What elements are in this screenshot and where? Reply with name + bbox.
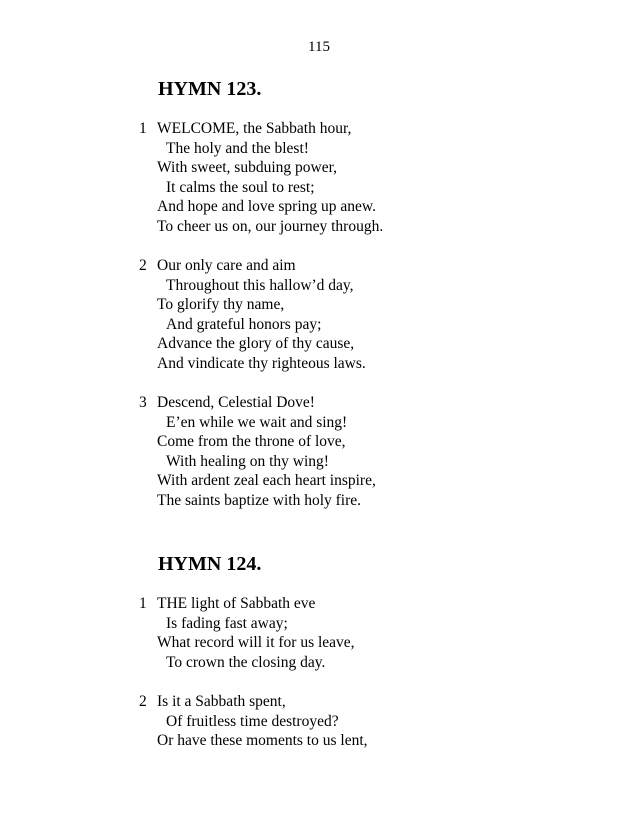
verse-line: [139, 295, 619, 315]
verse-number: 2: [139, 693, 147, 710]
verse-line-text: With healing on thy wing!: [166, 452, 329, 470]
verse-line-text: And hope and love spring up anew.: [157, 198, 376, 215]
verse-line: [139, 256, 619, 276]
verse-line-text: THE light of Sabbath eve: [157, 595, 316, 612]
verse-number: 1: [139, 120, 147, 137]
verse-line-text: With ardent zeal each heart inspire,: [157, 472, 376, 489]
verse-line: [139, 432, 619, 452]
verse-line: [139, 712, 619, 732]
page-number: 115: [308, 39, 330, 55]
verse: [139, 692, 619, 751]
verse-line: [139, 334, 619, 354]
verse-line: [139, 731, 619, 751]
verse-line-text: E’en while we wait and sing!: [166, 413, 348, 431]
verse-line-text: What record will it for us leave,: [157, 634, 355, 651]
hymn-title: HYMN 124.: [158, 553, 262, 575]
verse: [139, 119, 619, 236]
verse-line-text: And vindicate thy righteous laws.: [157, 354, 366, 372]
verse-line: [139, 197, 619, 217]
hymn-title: HYMN 123.: [158, 78, 262, 100]
verse-line-text: Is fading fast away;: [166, 614, 288, 632]
verse-line-text: Of fruitless time destroyed?: [166, 712, 339, 730]
verse-line: [139, 393, 619, 413]
verse-line: [139, 354, 619, 374]
verse-number: 3: [139, 394, 147, 411]
verse-line: [139, 633, 619, 653]
verse-line-text: The saints baptize with holy fire.: [157, 491, 362, 509]
verse-line-text: It calms the soul to rest;: [166, 178, 315, 196]
verse-line-text: To crown the closing day.: [166, 653, 326, 671]
verse: [139, 393, 619, 510]
verse-line-text: Come from the throne of love,: [157, 433, 346, 450]
verse-line: [139, 158, 619, 178]
verse-line-text: WELCOME, the Sabbath hour,: [157, 120, 352, 137]
verse-line-text: Advance the glory of thy cause,: [157, 335, 355, 352]
verse-line-text: Is it a Sabbath spent,: [157, 693, 286, 710]
verse-line: [139, 491, 619, 511]
verse-line: [139, 217, 619, 237]
verse-line: [139, 692, 619, 712]
verse-line-text: The holy and the blest!: [166, 139, 309, 157]
verse-line-text: To glorify thy name,: [157, 296, 285, 313]
verse-line: [139, 452, 619, 472]
verse-line: [139, 471, 619, 491]
verse-line: [139, 178, 619, 198]
verse-line-text: To cheer us on, our journey through.: [157, 217, 384, 235]
verse: [139, 256, 619, 373]
verse-line-text: Our only care and aim: [157, 257, 296, 274]
verse-line-text: And grateful honors pay;: [166, 315, 322, 333]
verse-line: [139, 594, 619, 614]
verse-line: [139, 614, 619, 634]
verse-number: 1: [139, 595, 147, 612]
verse-line: [139, 119, 619, 139]
verse-line: [139, 653, 619, 673]
verse-line: [139, 315, 619, 335]
verse-line: [139, 413, 619, 433]
verse-line: [139, 139, 619, 159]
verse: [139, 594, 619, 672]
verse-number: 2: [139, 257, 147, 274]
verse-line: [139, 276, 619, 296]
verse-line-text: Descend, Celestial Dove!: [157, 394, 315, 411]
verse-line-text: Throughout this hallow’d day,: [166, 276, 354, 294]
verse-line-text: Or have these moments to us lent,: [157, 732, 368, 749]
verse-line-text: With sweet, subduing power,: [157, 159, 337, 176]
